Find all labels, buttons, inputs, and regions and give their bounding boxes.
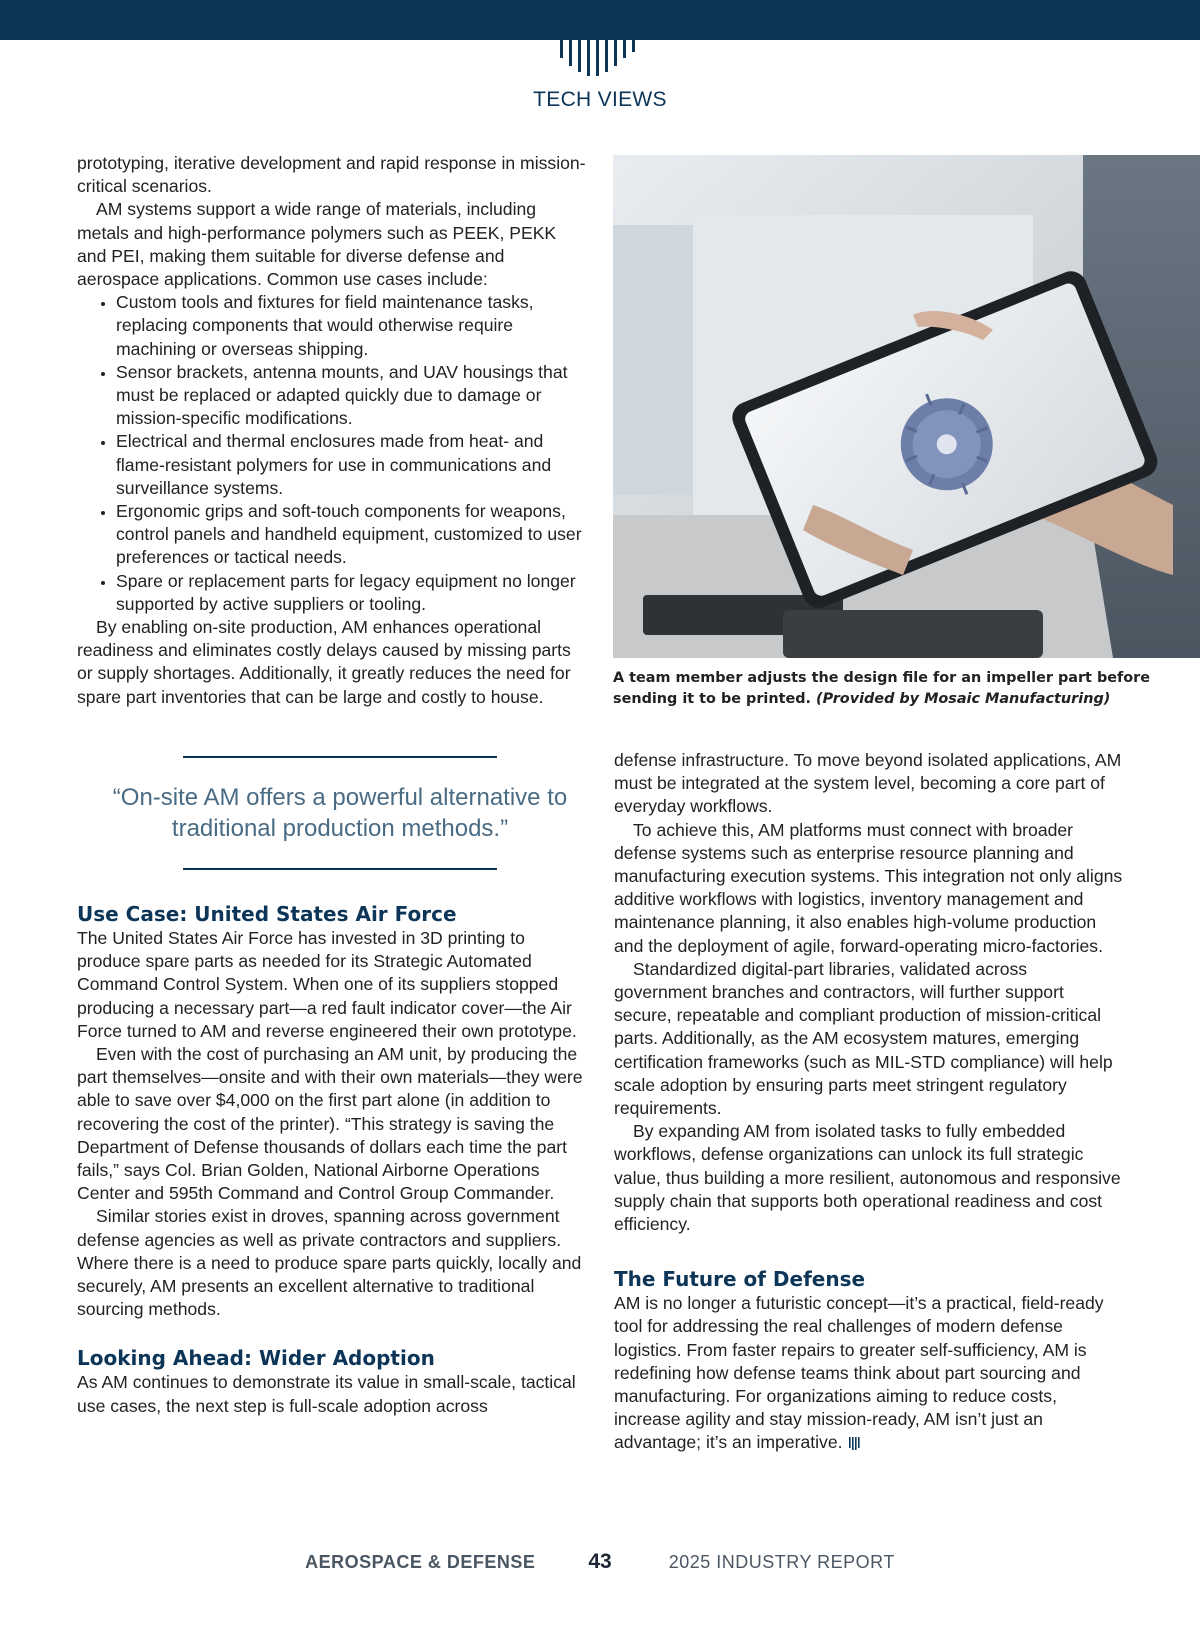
paragraph: By enabling on-site production, AM enhances operational readiness and eliminates costly delays caused by missing parts or supply shortages. Additionally, it greatly reduces the need for spare part inventories that can be large and costly to house. — [77, 617, 571, 707]
top-banner — [0, 0, 1200, 40]
paragraph: As AM continues to demonstrate its value in small-scale, tactical use cases, the next step is full-scale adoption across — [77, 1372, 576, 1416]
use-case-heading: Use Case: United States Air Force — [77, 902, 457, 926]
use-case-list — [77, 291, 587, 616]
paragraph: The United States Air Force has invested in 3D printing to produce spare parts as needed for its Strategic Automated Command Control System. When one of its suppliers stopped producing a necessary part—a red fault indicator cover—the Air Force turned to AM and reverse engineered their own prototype. — [77, 928, 577, 1041]
list-item: • Spare or replacement parts for legacy equipment no longer supported by active suppliers or tooling. — [116, 570, 587, 616]
list-item: • Electrical and thermal enclosures made from heat- and flame-resistant polymers for use in communications and surveillance systems. — [116, 430, 587, 500]
paragraph: defense infrastructure. To move beyond isolated applications, AM must be integrated at the system level, becoming a core part of everyday workflows. — [614, 750, 1122, 817]
left-column-bottom — [77, 901, 587, 1418]
paragraph: Standardized digital-part libraries, validated across government branches and contractors, will further support secure, repeatable and compliant production of mission-critical parts. Additionally, as the AM ecosystem matures, emerging certification frameworks (such as MIL-STD compliance) will help scale adoption by ensuring parts meet stringent regulatory requirements. — [614, 958, 1113, 1119]
vertical-bars-logo-icon — [560, 40, 642, 78]
pull-quote — [100, 756, 580, 870]
paragraph: Even with the cost of purchasing an AM unit, by producing the part themselves—onsite and with their own materials—they were able to save over $4,000 on the first part alone (in addition to recovering the cost of the printer). “This strategy is saving the Department of Defense thousands of dollars each time the part fails,” says Col. Brian Golden, National Airborne Operations Center and 595th Command and Control Group Commander. — [77, 1044, 583, 1204]
end-mark-icon — [849, 1437, 861, 1451]
paragraph: To achieve this, AM platforms must connect with broader defense systems such as enterprise resource planning and manufacturing execution systems. This integration not only aligns additive workflows with logistics, inventory management and maintenance planning, it also enables high-volume production and the deployment of agile, forward-operating micro-factories. — [614, 819, 1123, 956]
paragraph: Similar stories exist in droves, spanning across government defense agencies as well as private contractors and suppliers. Where there is a need to produce spare parts quickly, locally and securely, AM presents an excellent alternative to traditional sourcing methods. — [77, 1206, 582, 1320]
report-title: 2025 INDUSTRY REPORT — [668, 1552, 895, 1572]
future-text: AM is no longer a futuristic concept—it’s a practical, field-ready tool for addressing the real challenges of modern defense logistics. From faster repairs to greater self-sufficiency, AM is redefining how defense teams think about part sourcing and manufacturing. For organizations aiming to reduce costs, increase agility and stay mission-ready, AM isn’t just an advantage; it’s an imperative. — [614, 1293, 1104, 1453]
paragraph — [614, 1292, 1124, 1454]
photo-caption — [613, 668, 1173, 710]
pull-quote-text: “On-site AM offers a powerful alternative to traditional production methods.” — [112, 784, 568, 842]
page-number: 43 — [588, 1550, 612, 1573]
left-column-top — [77, 152, 587, 709]
section-title: TECH VIEWS — [533, 88, 667, 111]
photo-tablet-impeller — [613, 155, 1200, 658]
looking-ahead-heading: Looking Ahead: Wider Adoption — [77, 1346, 435, 1371]
photo-credit: (Provided by Mosaic Manufacturing) — [816, 691, 1111, 707]
paragraph: AM systems support a wide range of materials, including metals and high-performance polymers such as PEEK, PEKK and PEI, making them suitable for diverse defense and aerospace applications. Common use cases include: — [77, 199, 557, 290]
list-item: • Custom tools and fixtures for field maintenance tasks, replacing components that would otherwise require machining or overseas shipping. — [116, 291, 587, 361]
list-item: • Sensor brackets, antenna mounts, and UAV housings that must be replaced or adapted quickly due to damage or mission-specific modifications. — [116, 361, 587, 431]
divider — [183, 756, 497, 758]
paragraph: prototyping, iterative development and rapid response in mission-critical scenarios. — [77, 153, 586, 197]
future-heading: The Future of Defense — [614, 1267, 866, 1292]
caption-text: A team member adjusts the design file for an impeller part before sending it to be printed. — [613, 670, 1151, 707]
right-column-bottom — [614, 749, 1124, 1455]
divider — [183, 868, 497, 870]
page-footer — [0, 1550, 1200, 1574]
list-item: • Ergonomic grips and soft-touch components for weapons, control panels and handheld equipment, customized to user preferences or tactical needs. — [116, 500, 587, 570]
publication-name: AEROSPACE & DEFENSE — [305, 1552, 536, 1572]
paragraph: By expanding AM from isolated tasks to fully embedded workflows, defense organizations can unlock its full strategic value, thus building a more resilient, autonomous and responsive supply chain that supports both operational readiness and cost efficiency. — [614, 1121, 1121, 1235]
